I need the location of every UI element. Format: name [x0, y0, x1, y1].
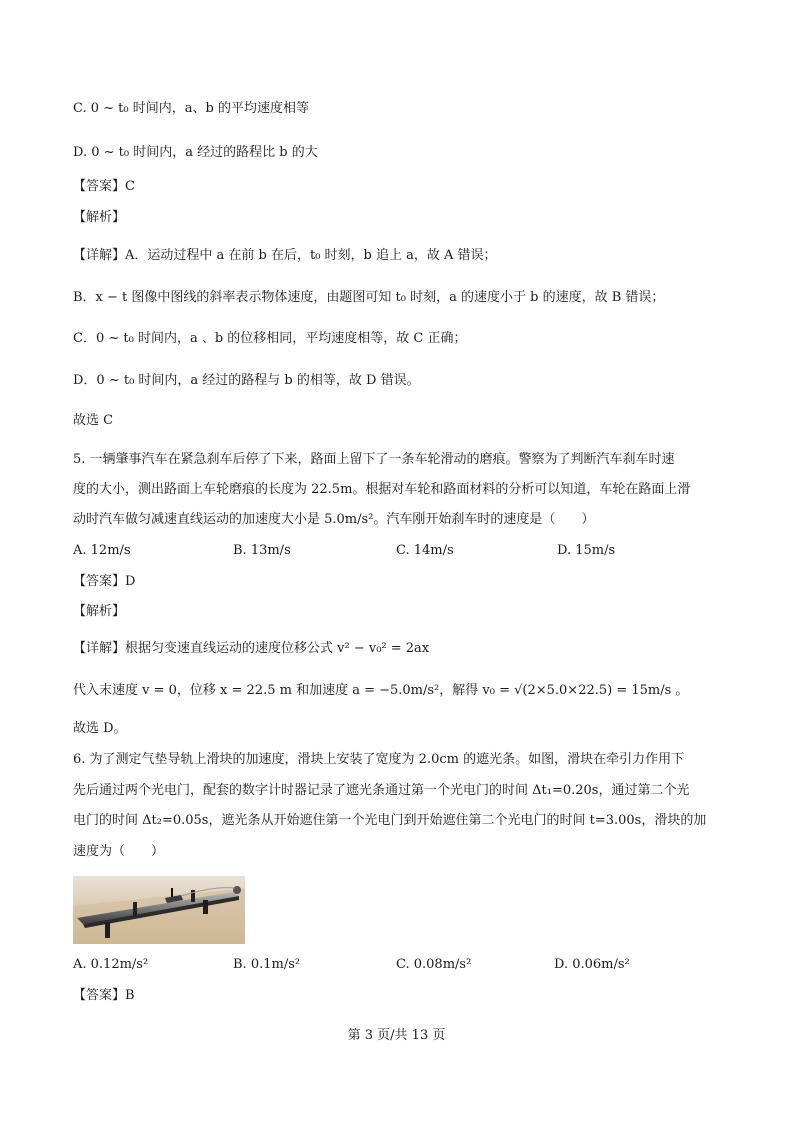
q5-stem-line-3: 动时汽车做匀减速直线运动的加速度大小是 5.0m/s²。汽车刚开始刹车时的速度是（ ）	[73, 512, 595, 527]
q5-conclusion: 故选 D。	[73, 721, 127, 736]
q5-answer: 【答案】D	[73, 574, 136, 589]
q6-answer: 【答案】B	[73, 988, 135, 1003]
q4-conclusion: 故选 C	[73, 413, 114, 428]
q4-detail-d: D．0 ~ t₀ 时间内，a 经过的路程与 b 的相等，故 D 错误。	[73, 373, 420, 388]
air-track-illustration	[73, 876, 245, 944]
air-track-photo	[73, 876, 245, 944]
q5-detail-substitution: 代入末速度 v = 0，位移 x = 22.5 m 和加速度 a = −5.0m/s²，解得 v₀ = √(2×5.0×22.5) = 15m/s 。	[73, 683, 689, 698]
q5-detail-formula: 【详解】根据匀变速直线运动的速度位移公式 v² − v₀² = 2ax	[73, 641, 430, 656]
q5-stem-line-1: 5. 一辆肇事汽车在紧急刹车后停了下来，路面上留下了一条车轮滑动的磨痕。警察为了判断汽车刹车时速	[73, 452, 675, 467]
q6-option-c: C. 0.08m/s²	[396, 957, 472, 972]
q6-stem-line-3: 电门的时间 Δt₂=0.05s，遮光条从开始遮住第一个光电门到开始遮住第二个光电门的时间 t=3.00s，滑块的加	[73, 813, 707, 828]
q5-option-a: A. 12m/s	[73, 543, 131, 558]
q5-option-b: B. 13m/s	[233, 543, 291, 558]
q6-stem-line-2: 先后通过两个光电门，配套的数字计时器记录了遮光条通过第一个光电门的时间 Δt₁=0.20s，通过第二个光	[73, 783, 690, 798]
q6-stem-line-1: 6. 为了测定气垫导轨上滑块的加速度，滑块上安装了宽度为 2.0cm 的遮光条。如图，滑块在牵引力作用下	[73, 752, 685, 767]
q6-stem-line-4: 速度为（ ）	[73, 844, 165, 859]
q6-option-a: A. 0.12m/s²	[73, 957, 149, 972]
q4-option-d: D. 0 ~ t₀ 时间内，a 经过的路程比 b 的大	[73, 145, 318, 160]
q4-analysis-label: 【解析】	[73, 210, 126, 225]
q5-stem-line-2: 度的大小，测出路面上车轮磨痕的长度为 22.5m。根据对车轮和路面材料的分析可以知道，车轮在路面上滑	[73, 482, 691, 497]
q4-detail-c: C．0 ~ t₀ 时间内，a 、b 的位移相同，平均速度相等，故 C 正确；	[73, 331, 467, 346]
q6-option-b: B. 0.1m/s²	[233, 957, 301, 972]
q4-detail-b: B．x − t 图像中图线的斜率表示物体速度，由题图可知 t₀ 时刻，a 的速度小于 b 的速度，故 B 错误；	[73, 290, 665, 305]
q4-answer: 【答案】C	[73, 179, 135, 194]
q5-option-c: C. 14m/s	[396, 543, 454, 558]
q6-option-d: D. 0.06m/s²	[554, 957, 630, 972]
q5-option-d: D. 15m/s	[557, 543, 616, 558]
q5-analysis-label: 【解析】	[73, 604, 126, 619]
page-number-footer: 第 3 页/共 13 页	[347, 1028, 446, 1043]
q4-detail-a: 【详解】A．运动过程中 a 在前 b 在后，t₀ 时刻，b 追上 a，故 A 错误；	[73, 248, 497, 263]
q4-option-c: C. 0 ~ t₀ 时间内，a、b 的平均速度相等	[73, 101, 309, 116]
